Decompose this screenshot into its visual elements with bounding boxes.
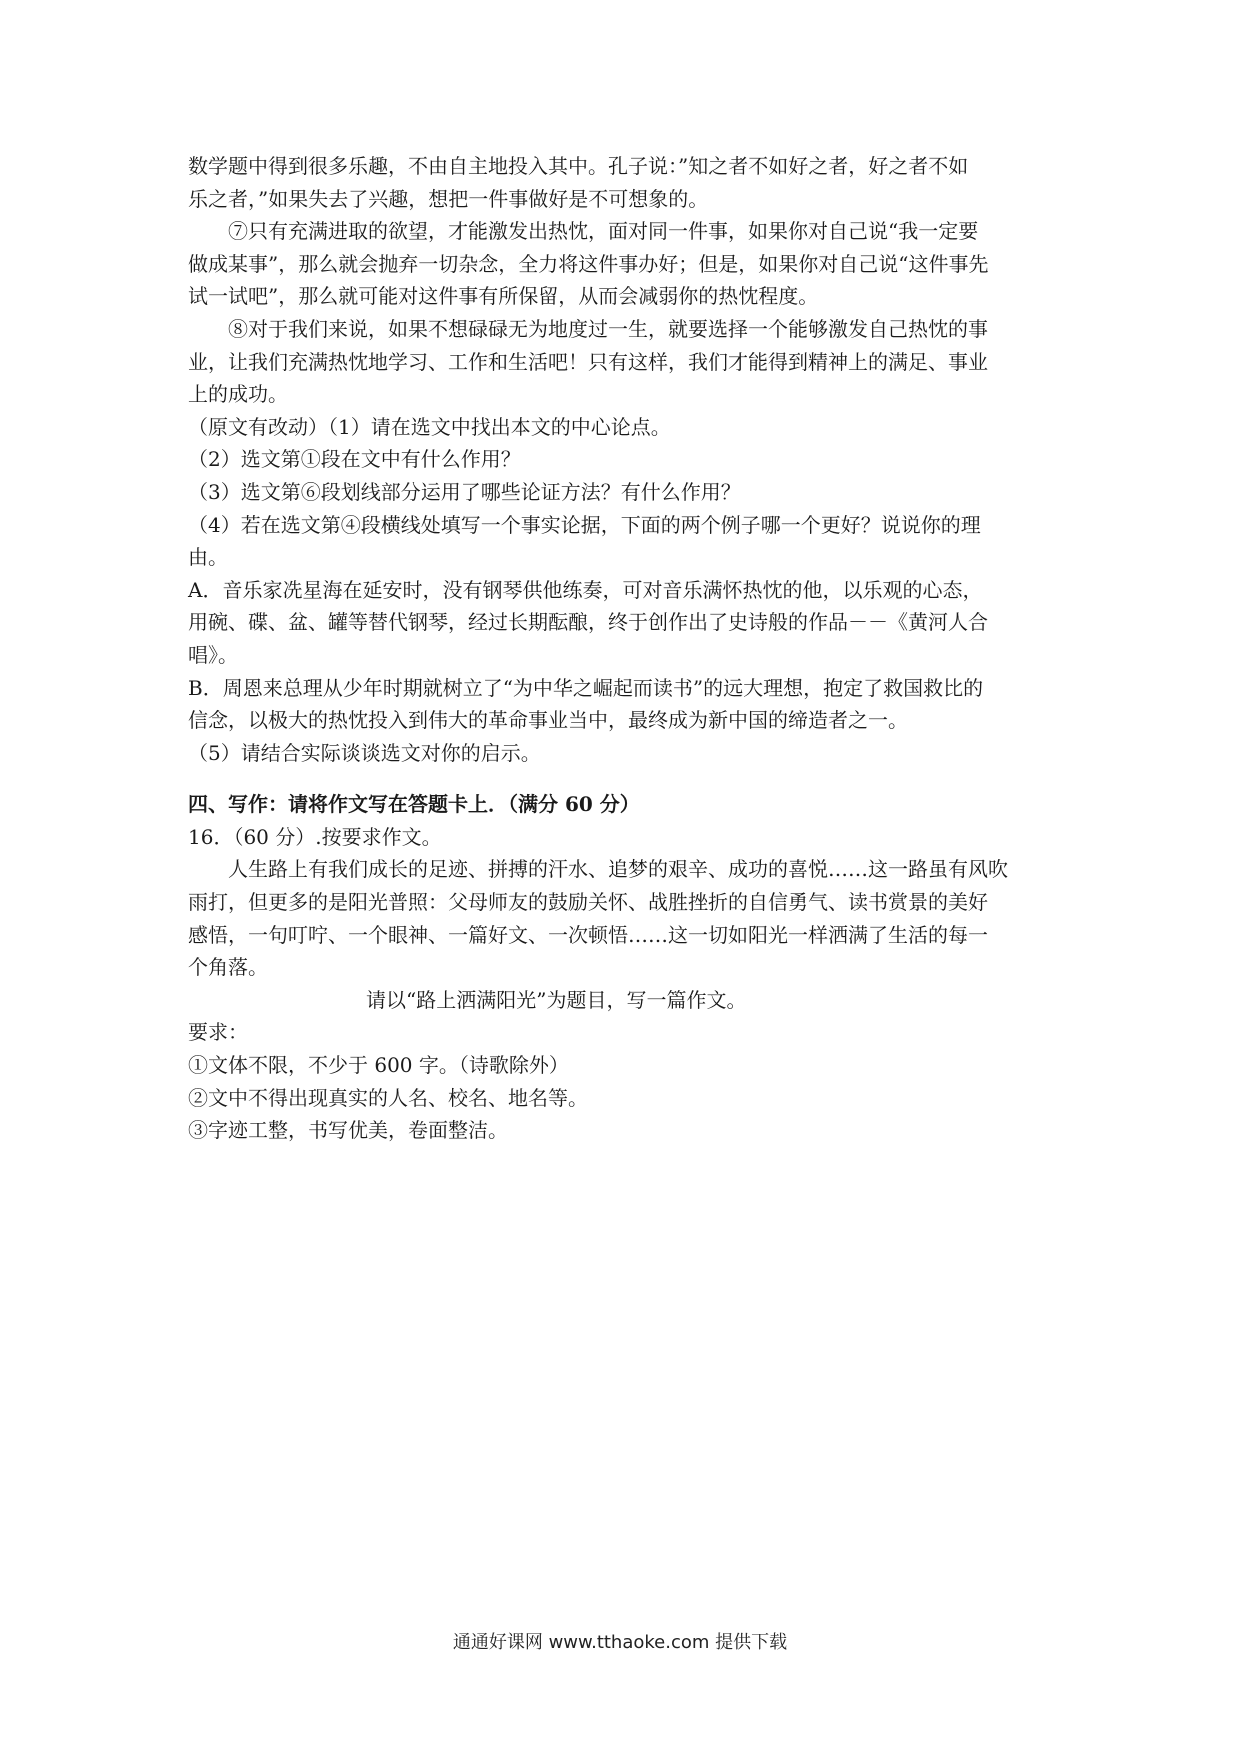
question-2: （2）选文第①段在文中有什么作用？ xyxy=(188,447,521,472)
writing-material-line: 感悟，一句叮咛、一个眼神、一篇好文、一次顿悟……这一切如阳光一样洒满了生活的每一 xyxy=(188,922,988,947)
question-1: （原文有改动）（1）请在选文中找出本文的中心论点。 xyxy=(188,414,671,439)
question-5: （5）请结合实际谈谈选文对你的启示。 xyxy=(188,740,541,765)
option-a-line: 用碗、碟、盆、罐等替代钢琴，经过长期酝酿，终于创作出了史诗般的作品－－《黄河人合 xyxy=(188,610,988,635)
requirement-item: ③字迹工整，书写优美，卷面整洁。 xyxy=(188,1118,508,1143)
paragraph-7-line: 做成某事”，那么就会抛弃一切杂念，全力将这件事办好；但是，如果你对自己说“这件事先 xyxy=(188,251,989,276)
requirement-item: ①文体不限，不少于 600 字。（诗歌除外） xyxy=(188,1053,569,1078)
passage-line: 数学题中得到很多乐趣，不由自主地投入其中。孔子说：”知之者不如好之者，好之者不如 xyxy=(188,154,969,178)
document-page xyxy=(188,150,1066,1147)
question-3: （3）选文第⑥段划线部分运用了哪些论证方法？有什么作用？ xyxy=(188,479,741,504)
writing-material-line: 人生路上有我们成长的足迹、拼搏的汗水、追梦的艰辛、成功的喜悦……这一路虽有风吹 xyxy=(228,857,1008,882)
requirements-label: 要求： xyxy=(188,1020,248,1045)
paragraph-8-line: 业，让我们充满热忱地学习、工作和生活吧！只有这样，我们才能得到精神上的满足、事业 xyxy=(188,349,988,374)
paragraph-8-line: ⑧对于我们来说，如果不想碌碌无为地度过一生，就要选择一个能够激发自己热忱的事 xyxy=(228,316,988,341)
writing-material-line: 个角落。 xyxy=(188,955,268,980)
question-16: 16．（60 分）.按要求作文。 xyxy=(188,824,442,849)
writing-section-heading: 四、写作：请将作文写在答题卡上．（满分 60 分） xyxy=(188,792,640,817)
writing-prompt: 请以“路上洒满阳光”为题目，写一篇作文。 xyxy=(366,987,747,1012)
paragraph-7-line: 试一试吧”，那么就可能对这件事有所保留，从而会减弱你的热忱程度。 xyxy=(188,284,819,309)
page-footer: 通通好课网 www.tthaoke.com 提供下载 xyxy=(452,1632,788,1653)
question-4-line: 由。 xyxy=(188,545,228,570)
writing-material-line: 雨打，但更多的是阳光普照：父母师友的鼓励关怀、战胜挫折的自信勇气、读书赏景的美好 xyxy=(188,890,988,915)
option-b-line: 信念，以极大的热忱投入到伟大的革命事业当中，最终成为新中国的缔造者之一。 xyxy=(188,708,908,733)
option-a-line: A．音乐家冼星海在延安时，没有钢琴供他练奏，可对音乐满怀热忱的他，以乐观的心态， xyxy=(188,577,983,602)
option-a-line: 唱》。 xyxy=(188,642,238,667)
paragraph-7-line: ⑦只有充满进取的欲望，才能激发出热忱，面对同一件事，如果你对自己说“我一定要 xyxy=(228,219,979,244)
passage-line: 乐之者，”如果失去了兴趣，想把一件事做好是不可想象的。 xyxy=(188,186,709,211)
option-b-line: B．周恩来总理从少年时期就树立了“为中华之崛起而读书”的远大理想，抱定了救国救比的 xyxy=(188,675,984,700)
paragraph-8-line: 上的成功。 xyxy=(188,382,288,407)
requirement-item: ②文中不得出现真实的人名、校名、地名等。 xyxy=(188,1085,588,1110)
question-4-line: （4）若在选文第④段横线处填写一个事实论据，下面的两个例子哪一个更好？说说你的理 xyxy=(188,512,981,537)
